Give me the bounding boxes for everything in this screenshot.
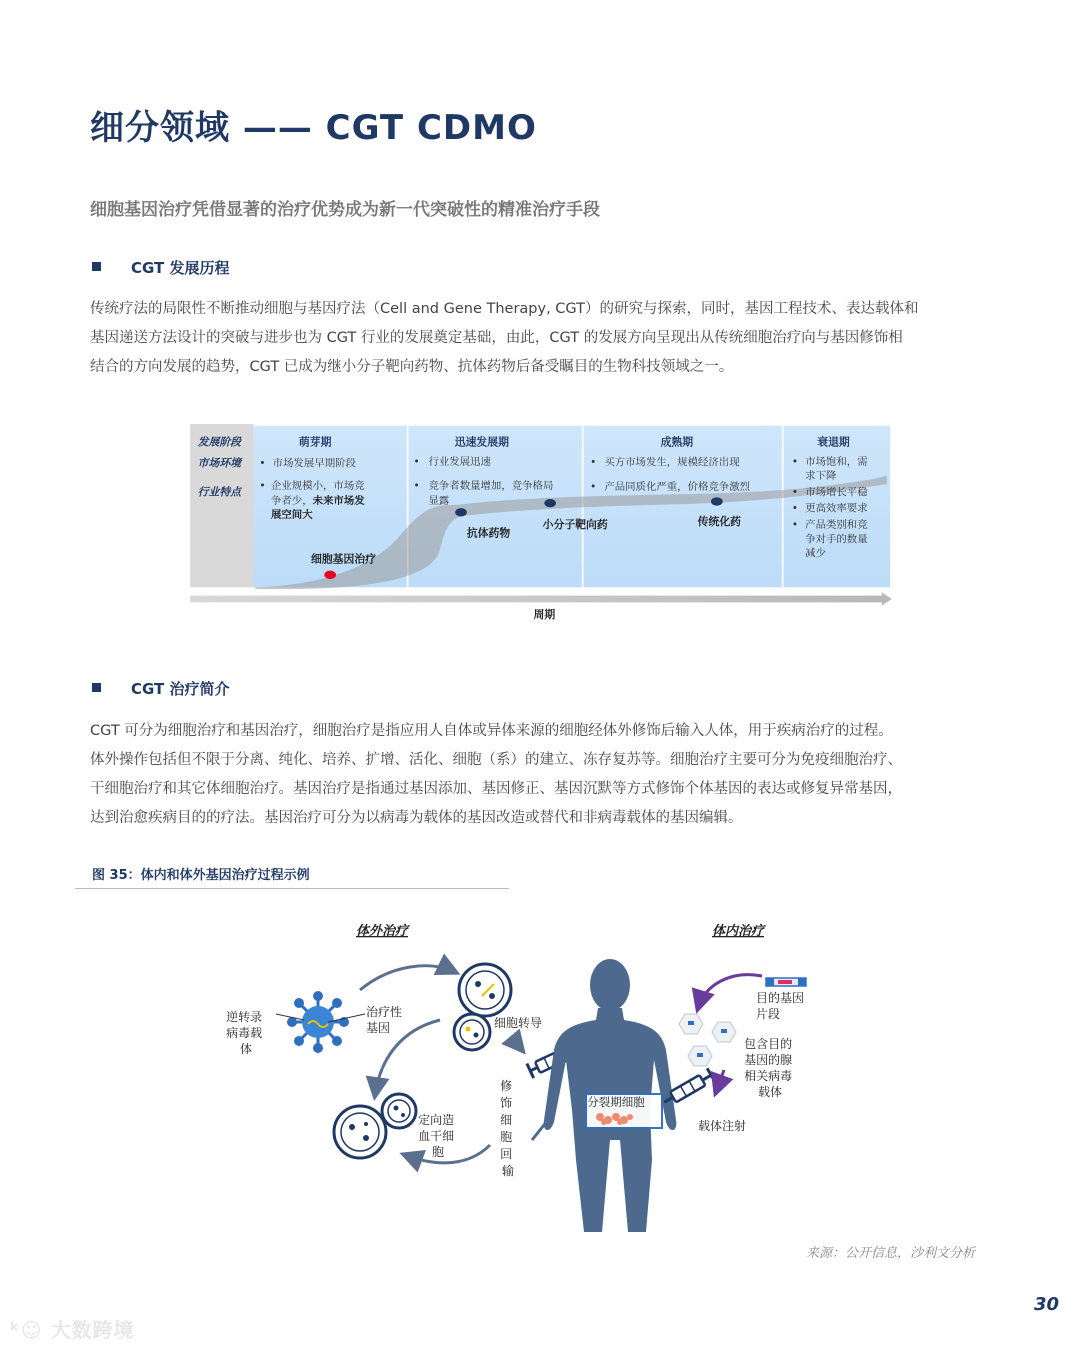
petri-dish-icon: [454, 1014, 490, 1050]
petri-dish-icon: [334, 1106, 386, 1158]
paragraph-line: 结合的方向发展的趋势，CGT 已成为继小分子靶向药物、抗体药物后备受瞩目的生物科技领域之一。: [90, 359, 734, 375]
phase-bullet: 市场增长平稳: [805, 486, 868, 499]
reinfusion-label: 修 饰 细 胞 回 输: [500, 1079, 515, 1178]
in-vivo-title: 体内治疗: [711, 924, 765, 939]
page-title: 细分领域 —— CGT CDMO: [90, 108, 537, 148]
ex-vivo-title: 体外治疗: [355, 924, 409, 939]
phase-bullet-line: 减少: [805, 547, 826, 560]
page-number: 30: [1034, 1294, 1060, 1315]
section-heading-intro: [92, 678, 230, 699]
aav-vector-label: 包含目的 基因的腺 相关病毒 载体: [744, 1037, 793, 1099]
bullet-dot: •: [791, 455, 798, 468]
point-label: 传统化药: [697, 514, 741, 528]
bullet-dot: •: [791, 519, 798, 532]
figure-caption: 图 35：体内和体外基因治疗过程示例: [92, 868, 310, 883]
row-label-industry: 行业特点: [197, 485, 241, 499]
phase-bullet-line: 争对手的数量: [805, 533, 868, 546]
phase-bullet-line: 市场饱和，需: [805, 455, 868, 468]
phase-bullet: 行业发展迅速: [428, 455, 491, 468]
paragraph-line: 传统疗法的局限性不断推动细胞与基因疗法（Cell and Gene Therapy, CGT）的研究与探索，同时，基因工程技术、表达载体和: [90, 301, 919, 317]
section2-paragraph: [90, 717, 1000, 833]
paragraph-line: 基因递送方法设计的突破与进步也为 CGT 行业的发展奠定基础，由此，CGT 的发展方向呈现出从传统细胞治疗向与基因修饰相: [90, 330, 903, 346]
cycle-axis-arrow: [190, 592, 892, 605]
caption-divider: [75, 888, 509, 889]
gene-therapy-figure: [200, 910, 840, 1240]
phase-name: 衰退期: [817, 435, 850, 449]
stem-cell-label: 定向造 血干细 胞: [418, 1113, 455, 1159]
dividing-cells-label: 分裂期细胞: [587, 1095, 645, 1109]
process-arrow: [360, 966, 455, 990]
process-arrow: [698, 975, 762, 1008]
process-arrow: [512, 1038, 522, 1050]
marker-traditional: [711, 497, 723, 505]
bullet-dot: •: [791, 486, 798, 499]
bullet-dot: •: [590, 480, 597, 493]
petri-dish-icon: [459, 964, 511, 1016]
phase-bullet-line: 求下降: [805, 470, 837, 482]
section1-paragraph: [90, 295, 1000, 382]
process-arrow: [716, 1070, 724, 1092]
phase-bullet-line: 竞争者数量增加，竞争格局: [428, 480, 554, 492]
phase-bullet: 更高效率要求: [805, 502, 868, 515]
process-arrow: [405, 1145, 490, 1163]
phase-bullet-line: 争者少，未来市场发: [271, 495, 365, 507]
bullet-square-icon: [92, 683, 101, 692]
paragraph-line: 达到治愈疾病目的的疗法。基因治疗可分为以病毒为载体的基因改造或替代和非病毒载体的基因编辑。: [90, 810, 743, 826]
x-axis-label: 周期: [533, 608, 556, 622]
bullet-square-icon: [92, 262, 101, 271]
lifecycle-diagram: [120, 424, 962, 624]
paragraph-line: 干细胞治疗和其它体细胞治疗。基因治疗是指通过基因添加、基因修正、基因沉默等方式修饰个体基因的表达或修复异常基因，: [90, 781, 902, 797]
phase-panel: [584, 426, 782, 588]
marker-antibody: [455, 508, 467, 516]
bullet-dot: •: [259, 457, 266, 470]
therapeutic-gene-label: 治疗性 基因: [366, 1005, 403, 1035]
target-gene-label: 目的基因 片段: [756, 991, 805, 1021]
phase-bullet-line: 产品类别和竞: [805, 519, 868, 532]
bullet-dot: •: [259, 480, 266, 492]
section-heading-history: [92, 257, 230, 278]
point-label: 抗体药物: [466, 526, 511, 540]
gene-fragment-icon: [766, 978, 806, 986]
phase-name: 萌芽期: [298, 435, 332, 449]
bullet-dot: •: [791, 502, 798, 515]
phase-bullet-line: 显露: [428, 495, 450, 507]
aav-vector-icon: [679, 1014, 736, 1066]
watermark-text: 大数跨境: [50, 1318, 135, 1342]
row-label-stage: 发展阶段: [197, 435, 241, 449]
page-subtitle: 细胞基因治疗凭借显著的治疗优势成为新一代突破性的精准治疗手段: [90, 200, 600, 220]
paragraph-line: 体外操作包括但不限于分离、纯化、培养、扩增、活化、细胞（系）的建立、冻存复苏等。细胞治疗主要可分为免疫细胞治疗、: [90, 752, 902, 768]
row-label-market: 市场环境: [197, 456, 241, 470]
bullet-dot: •: [413, 455, 420, 468]
phase-name: 成熟期: [660, 435, 694, 449]
phase-bullet-line: 企业规模小，市场竞: [271, 480, 365, 492]
section-heading-text: CGT 发展历程: [131, 259, 230, 277]
marker-small-molecule: [544, 499, 556, 507]
point-label: 小分子靶向药: [542, 518, 608, 532]
paragraph-line: CGT 可分为细胞治疗和基因治疗，细胞治疗是指应用人自体或异体来源的细胞经体外修饰后输入人体，用于疾病治疗的过程。: [90, 723, 893, 739]
point-label: 细胞基因治疗: [311, 552, 376, 566]
bullet-dot: •: [590, 456, 597, 469]
cell-transduction-label: 细胞转导: [494, 1016, 543, 1030]
marker-cgt: [324, 571, 336, 579]
petri-dish-icon: [382, 1094, 416, 1128]
phase-bullet-line: 展空间大: [271, 509, 313, 522]
retrovirus-label: 逆转录 病毒载 体: [226, 1010, 263, 1056]
bullet-dot: •: [413, 480, 420, 492]
phase-bullet: 市场发展早期阶段: [272, 457, 356, 470]
virus-icon: [287, 991, 349, 1053]
section-heading-text: CGT 治疗简介: [131, 680, 230, 698]
watermark-logo: [10, 1314, 135, 1343]
watermark-symbol: ᵏ☺: [10, 1318, 51, 1342]
phase-name: 迅速发展期: [454, 435, 509, 449]
phase-bullet: 买方市场发生，规模经济出现: [604, 456, 740, 469]
phase-bullet: 产品同质化严重，价格竞争激烈: [604, 480, 751, 493]
source-note: 来源：公开信息，沙利文分析: [806, 1246, 976, 1261]
vector-injection-label: 载体注射: [697, 1119, 747, 1133]
